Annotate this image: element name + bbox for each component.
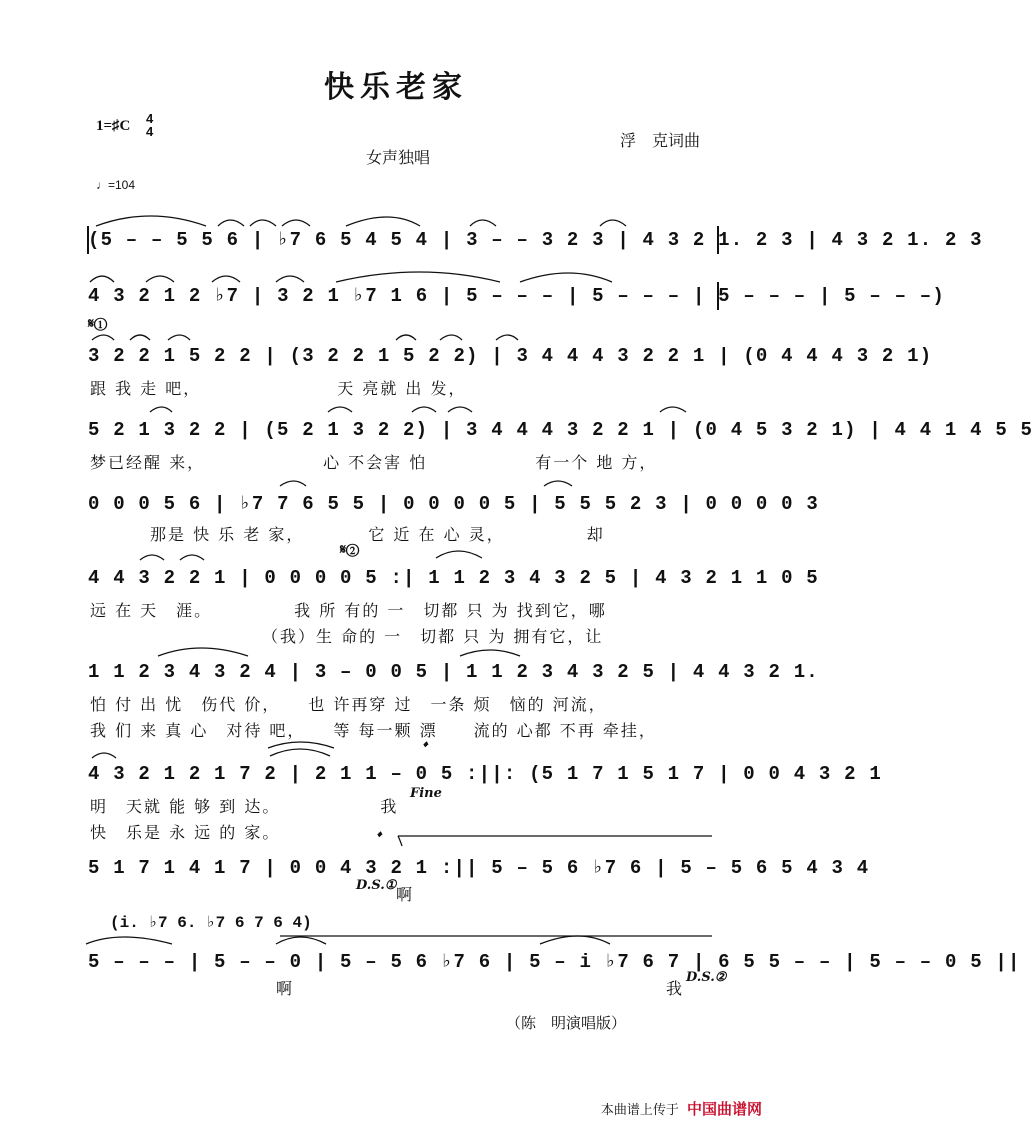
- score-row: [88, 950, 1021, 974]
- key-signature: 1=♯C: [96, 118, 131, 134]
- footer: [601, 1098, 762, 1119]
- notation-line: 4 4 3 2 2 1 | 0 0 0 0 5 :| 1 1 2 3 4 3 2 5 | 4 3 2 1 1 0 5: [88, 567, 819, 589]
- score-row: [88, 660, 819, 684]
- lyric-line: 啊: [276, 979, 295, 998]
- ds1-mark: D.S.①: [356, 878, 397, 893]
- notation-line: 1 1 2 3 4 3 2 4 | 3 – 0 0 5 | 1 1 2 3 4 3 2 5 | 4 4 3 2 1.: [88, 661, 819, 683]
- page-title: 快乐老家: [324, 70, 468, 105]
- score-row: [88, 566, 819, 590]
- score-row: [88, 418, 1033, 442]
- lyric-line: 明 天就 能 够 到 达。 我: [90, 797, 399, 816]
- footer-text: 本曲谱上传于: [600, 1103, 679, 1118]
- subtitle: 女声独唱: [366, 148, 431, 167]
- lyric-line: 我: [666, 979, 685, 998]
- edition-note: （陈 明演唱版）: [506, 1014, 627, 1032]
- lyric-line: 我 们 来 真 心 对待 吧， 等 每一颗 漂 流的 心都 不再 牵挂，: [90, 721, 657, 740]
- notation-line: 5 1 7 1 4 1 7 | 0 0 4 3 2 1 :|| 5 – 5 6 ♭7 6 | 5 – 5 6 5 4 3 4: [88, 857, 870, 879]
- fine-mark: Fine: [410, 786, 442, 801]
- lyric-line: 那是 快 乐 老 家， 它 近 在 心 灵， 却: [150, 525, 605, 544]
- score-row: [88, 344, 933, 368]
- tempo-marking: ♩=104: [96, 178, 136, 192]
- notation-line: 4 3 2 1 2 ♭7 | 3 2 1 ♭7 1 6 | 5 – – – | 5 – – – | 5 – – – | 5 – – –): [88, 285, 946, 307]
- lyric-line: 啊: [396, 885, 415, 904]
- segno-2: 𝄋②: [340, 542, 360, 558]
- lyric-line: 跟 我 走 吧， 天 亮就 出 发，: [90, 379, 467, 398]
- meter-bottom: 4: [146, 124, 154, 139]
- coda-mark-1: 𝄌: [422, 740, 427, 755]
- notation-line: 5 – – – | 5 – – 0 | 5 – 5 6 ♭7 6 | 5 – i ♭7 6 7 | 6 5 5 – – | 5 – – 0 5 ||: [88, 951, 1021, 973]
- credit: 浮 克词曲: [620, 131, 701, 150]
- lyric-line: 远 在 天 涯。 我 所 有的 一 切都 只 为 找到它，哪: [90, 601, 607, 620]
- time-signature: [146, 112, 153, 138]
- notation-line: 3 2 2 1 5 2 2 | (3 2 2 1 5 2 2) | 3 4 4 4 3 2 2 1 | (0 4 4 4 3 2 1): [88, 345, 933, 367]
- notation-line: 5 2 1 3 2 2 | (5 2 1 3 2 2) | 3 4 4 4 3 2 2 1 | (0 4 5 3 2 1) | 4 4 1 4 5 5: [88, 419, 1033, 441]
- score-row: [88, 762, 882, 786]
- score-row: [88, 492, 819, 516]
- ds2-mark: D.S.②: [686, 970, 727, 985]
- meter-top: 4: [146, 111, 154, 126]
- segno-1: 𝄋①: [88, 316, 108, 332]
- lyric-line: 梦已经醒 来， 心 不会害 怕 有一个 地 方，: [90, 453, 658, 472]
- score-row: [88, 856, 870, 880]
- site-logo[interactable]: 中国曲谱网: [686, 1100, 762, 1118]
- score-row: [88, 228, 983, 252]
- score-row: [88, 284, 946, 308]
- notation-line: (5 – – 5 5 6 | ♭7 6 5 4 5 4 | 3 – – 3 2 3 | 4 3 2 1. 2 3 | 4 3 2 1. 2 3: [88, 229, 983, 251]
- lyric-line: （我）生 命的 一 切都 只 为 拥有它，让: [90, 627, 604, 646]
- lyric-line: 怕 付 出 忧 伤代 价， 也 许再穿 过 一条 烦 恼的 河流，: [90, 695, 607, 714]
- coda-mark-2: 𝄌: [376, 830, 381, 845]
- barlines: [88, 280, 946, 312]
- lyric-line: 快 乐是 永 远 的 家。: [90, 823, 281, 842]
- barlines: [88, 224, 983, 256]
- ossia-line: (i. ♭7 6. ♭7 6 7 6 4): [110, 914, 312, 932]
- notation-line: 4 3 2 1 2 1 7 2 | 2 1 1 – 0 5 :||: (5 1 7 1 5 1 7 | 0 0 4 3 2 1: [88, 763, 882, 785]
- notation-line: 0 0 0 5 6 | ♭7 7 6 5 5 | 0 0 0 0 5 | 5 5 5 2 3 | 0 0 0 0 3: [88, 493, 819, 515]
